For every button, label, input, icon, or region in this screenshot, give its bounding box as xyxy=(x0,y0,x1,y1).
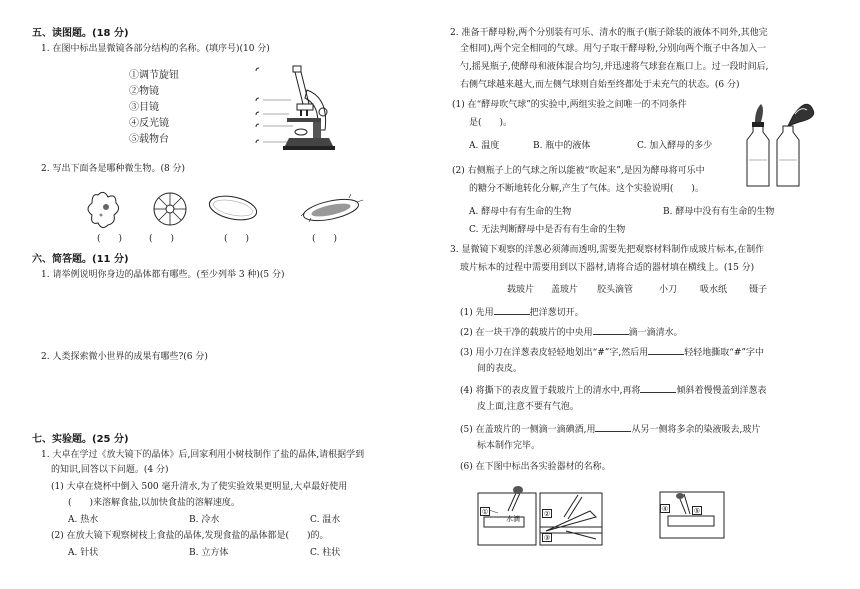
answer-paren-2[interactable]: ( ) xyxy=(149,234,175,244)
microscope-part-1: ①调节旋钮 xyxy=(129,70,179,81)
sec6-question2: 2. 人类探索微小世界的成果有哪些?(6 分) xyxy=(41,352,208,362)
answer-paren-1[interactable]: ( ) xyxy=(97,234,123,244)
label-box-5[interactable]: ⑤ xyxy=(693,507,701,515)
water-drop-label: 水滴 xyxy=(506,515,520,523)
microscope-figure xyxy=(255,60,345,160)
diatom-icon xyxy=(150,189,190,229)
tool-6: 镊子 xyxy=(749,285,768,295)
bottles-balloon-figure xyxy=(737,100,817,190)
q2-sub1-option-b: B. 瓶中的液体 xyxy=(533,141,591,151)
answer-paren-4[interactable]: ( ) xyxy=(312,234,338,244)
q2-line2: 全相同),两个完全相同的气球。用勺子取干酵母粉,分别向两个瓶子中各加入一 xyxy=(460,44,767,54)
step3-blank[interactable] xyxy=(648,346,684,355)
tool-1: 载玻片 xyxy=(507,285,535,295)
label-box-3[interactable]: ③ xyxy=(543,534,551,542)
sec7-sub2-option-c: C. 柱状 xyxy=(310,548,341,558)
label-box-1[interactable]: ① xyxy=(481,508,489,516)
section5-heading: 五、读图题。(18 分) xyxy=(32,28,129,39)
tool-5: 吸水纸 xyxy=(700,285,728,295)
sec7-sub1-line1: (1) 大卓在烧杯中倒入 500 毫升清水,为了使实验效果更明显,大卓最好使用 xyxy=(51,482,348,492)
sec7-q1-line1: 1. 大卓在学过《放大镜下的晶体》后,回家利用小树枝制作了盐的晶体,请根据学到 xyxy=(41,450,365,460)
tool-2: 盖玻片 xyxy=(551,285,579,295)
sec5-question1: 1. 在图中标出显微镜各部分结构的名称。(填序号)(10 分) xyxy=(41,44,270,54)
q3-step2: (2) 在一块干净的载玻片的中央用 滴一滴清水。 xyxy=(460,328,683,338)
sec7-sub2: (2) 在放大镜下观察树枝上食盐的晶体,发现食盐的晶体都是( )的。 xyxy=(51,531,329,541)
q3-line1: 3. 显微镜下观察的洋葱必须薄而透明,需要先把观察材料制作成玻片标本,在制作 xyxy=(450,245,765,255)
q2-sub2-option-c: C. 无法判断酵母中是否有有生命的生物 xyxy=(469,225,626,235)
label-box-4[interactable]: ④ xyxy=(661,505,669,513)
sec7-q1-line2: 的知识,回答以下问题。(4 分) xyxy=(51,465,169,475)
q2-sub2-line2: 的糖分不断地转化分解,产生了气体。这个实验说明( )。 xyxy=(469,184,704,194)
step1-blank[interactable] xyxy=(494,306,530,315)
q3-step5-line2: 标本制作完毕。 xyxy=(477,441,541,451)
q3-step4-line2: 皮上面,注意不要有气泡。 xyxy=(477,402,579,412)
step4-blank[interactable] xyxy=(640,384,676,393)
microscope-part-4: ④反光镜 xyxy=(129,118,169,129)
q2-sub2-line1: (2) 右侧瓶子上的气球之所以能被“吹起来”,是因为酵母将可乐中 xyxy=(452,166,705,176)
euglena-icon xyxy=(297,190,367,230)
tool-4: 小刀 xyxy=(659,285,678,295)
sec7-sub1-option-c: C. 温水 xyxy=(310,515,341,525)
q2-sub1-option-a: A. 温度 xyxy=(469,141,500,151)
q3-step5: (5) 在盖玻片的一侧滴一滴碘酒,用 从另一侧将多余的染液吸去,玻片 xyxy=(460,425,761,435)
q3-step1: (1) 先用 把洋葱切开。 xyxy=(460,308,584,318)
paramecium-icon xyxy=(205,190,265,230)
slide-preparation-figure xyxy=(478,487,668,549)
microscope-part-3: ③目镜 xyxy=(129,102,159,113)
q3-step3: (3) 用小刀在洋葱表皮轻轻地划出“#”字,然后用 轻轻地撕取“#”字中 xyxy=(460,348,764,358)
q3-step6: (6) 在下图中标出各实验器材的名称。 xyxy=(460,462,611,472)
section6-heading: 六、简答题。(11 分) xyxy=(32,254,129,265)
microscope-part-5: ⑤载物台 xyxy=(129,134,169,145)
microscope-part-2: ②物镜 xyxy=(129,86,159,97)
q2-sub1-line1: (1) 在“酵母吹气球”的实验中,两组实验之间唯一的不同条件 xyxy=(452,100,687,110)
q2-line4: 右侧气球越来越大,而左侧气球则自始至终都处于未充气的状态。(6 分) xyxy=(460,80,740,90)
q2-line1: 2. 准备干酵母粉,两个分别装有可乐、清水的瓶子(瓶子除装的液体不同外,其他完 xyxy=(450,28,768,38)
step5-blank[interactable] xyxy=(595,423,631,432)
q3-line2: 玻片标本的过程中需要用到以下器材,请将合适的器材填在横线上。(15 分) xyxy=(460,263,755,273)
sec5-question2: 2. 写出下面各是哪种微生物。(8 分) xyxy=(41,164,186,174)
tool-3: 胶头滴管 xyxy=(597,285,634,295)
coverslip-figure xyxy=(658,490,726,540)
q2-sub1-line2: 是( )。 xyxy=(469,118,513,128)
sec7-sub1-line2: ( )来溶解食盐,以加快食盐的溶解速度。 xyxy=(68,498,240,508)
q2-sub2-option-a: A. 酵母中有有生命的生物 xyxy=(469,207,572,217)
sec6-question1: 1. 请举例说明你身边的晶体都有哪些。(至少列举 3 种)(5 分) xyxy=(41,270,285,280)
sec7-sub1-option-a: A. 热水 xyxy=(68,515,99,525)
q2-sub1-option-c: C. 加入酵母的多少 xyxy=(637,141,713,151)
sec7-sub1-option-b: B. 冷水 xyxy=(189,515,220,525)
amoeba-icon xyxy=(88,189,128,229)
q3-step4: (4) 将撕下的表皮置于载玻片上的清水中,再将 倾斜着慢慢盖到洋葱表 xyxy=(460,386,767,396)
q2-sub2-option-b: B. 酵母中没有有生命的生物 xyxy=(663,207,775,217)
q3-step3-line2: 间的表皮。 xyxy=(477,364,523,374)
section7-heading: 七、实验题。(25 分) xyxy=(32,434,129,445)
sec7-sub2-option-b: B. 立方体 xyxy=(189,548,229,558)
sec7-sub2-option-a: A. 针状 xyxy=(68,548,99,558)
step2-blank[interactable] xyxy=(593,326,629,335)
q2-line3: 勺,摇晃瓶子,使酵母和液体混合均匀,并迅速将气球套在瓶口上。过一段时间后, xyxy=(460,62,769,72)
answer-paren-3[interactable]: ( ) xyxy=(224,234,250,244)
label-box-2[interactable]: ② xyxy=(543,510,551,518)
